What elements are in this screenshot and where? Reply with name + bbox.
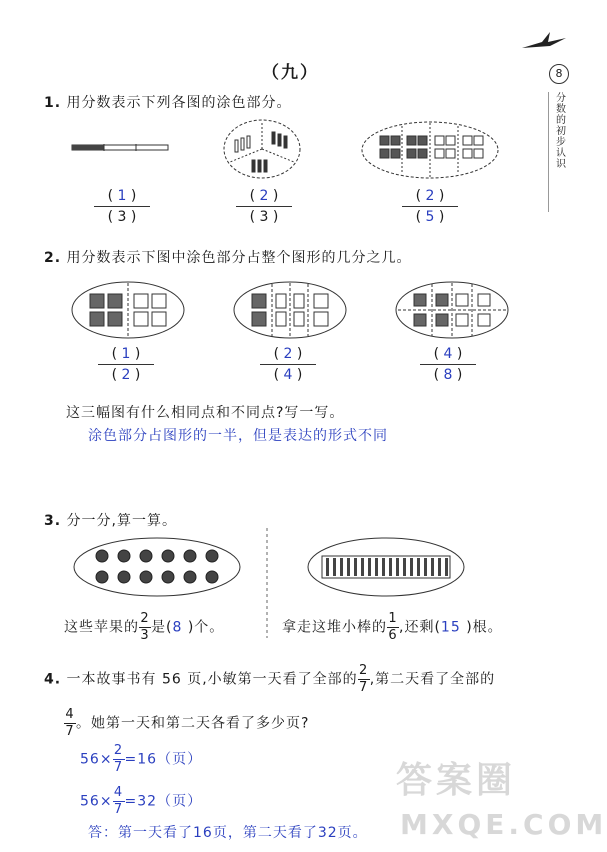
q4-frac2-den: 7 <box>65 724 75 739</box>
q4-calc1-post: =16（页） <box>124 751 203 768</box>
q3-right-post: )根。 <box>460 619 503 636</box>
q3-right-text <box>282 612 503 643</box>
q3-left-mid: 是( <box>151 619 173 636</box>
question-2-text: 用分数表示下图中涂色部分占整个图形的几分之几。 <box>66 250 412 266</box>
q1-a3-den: 5 <box>425 209 435 225</box>
q3-left-frac-den: 3 <box>140 628 150 643</box>
q4-calc2-frac <box>113 786 125 817</box>
q2-a3-num: 4 <box>443 346 453 362</box>
q2-answer-2: ( 2 ) ( 4 ) <box>258 346 318 383</box>
watermark-logo: 答案圈 <box>396 760 517 801</box>
q1-a2-num: 2 <box>259 188 269 204</box>
question-1-number: 1. <box>44 95 62 111</box>
q1-a1-num: 1 <box>117 188 127 204</box>
q4-frac1-num: 2 <box>359 663 369 678</box>
question-2 <box>44 247 412 267</box>
sticks-figure <box>306 536 466 598</box>
q2-a1-den: 2 <box>121 367 131 383</box>
q2-followup: 这三幅图有什么相同点和不同点?写一写。 <box>66 405 345 421</box>
question-3 <box>44 510 177 530</box>
q1-answer-2: ( 2 ) ( 3 ) <box>234 188 294 225</box>
q2-a2-den: 4 <box>283 367 293 383</box>
chapter-tab <box>548 64 570 169</box>
q4-calc2-post: =32（页） <box>124 793 203 810</box>
q4-calc1-frac <box>113 744 125 775</box>
watermark-url: MXQE.COM <box>400 808 607 841</box>
q4-calc-2 <box>80 786 202 817</box>
q3-right-frac-den: 6 <box>388 628 398 643</box>
side-divider <box>548 92 549 212</box>
q3-left-answer: 8 <box>172 619 183 636</box>
page-title: （九） <box>262 63 319 83</box>
q3-divider <box>266 528 268 638</box>
cube-groups-figure <box>360 120 500 180</box>
q2-answer-3: ( 4 ) ( 8 ) <box>418 346 478 383</box>
q3-left-frac <box>139 612 151 643</box>
q1-a2-den: 3 <box>259 209 269 225</box>
q1-answer-3: ( 2 ) ( 5 ) <box>400 188 460 225</box>
q4-calc-1 <box>80 744 202 775</box>
bird-icon <box>520 28 570 58</box>
q2-followup-answer: 涂色部分占图形的一半，但是表达的形式不同 <box>88 428 388 444</box>
question-4-line-1 <box>44 664 495 695</box>
q2-answer-1: ( 1 ) ( 2 ) <box>96 346 156 383</box>
q4-frac2-num: 4 <box>65 707 75 722</box>
q3-right-pre: 拿走这堆小棒的 <box>282 619 387 636</box>
q2-a1-num: 1 <box>121 346 131 362</box>
q3-right-frac <box>387 612 399 643</box>
question-4-line-2 <box>64 708 309 739</box>
apples-figure <box>72 536 242 598</box>
q4-frac-2 <box>64 708 76 739</box>
q4-line1-pre: 一本故事书有 56 页,小敏第一天看了全部的 <box>66 671 358 688</box>
grid-figure-3 <box>394 280 510 340</box>
q3-right-mid: ,还剩( <box>399 619 441 636</box>
q1-answer-1: ( 1 ) ( 3 ) <box>92 188 152 225</box>
q2-a3-den: 8 <box>443 367 453 383</box>
q2-a2-num: 2 <box>283 346 293 362</box>
q4-frac1-den: 7 <box>359 680 369 695</box>
q3-left-frac-num: 2 <box>140 611 150 626</box>
q3-left-text <box>64 612 224 643</box>
q4-calc2-num: 4 <box>113 785 124 800</box>
q4-line1-post: ,第二天看了全部的 <box>369 671 496 688</box>
question-2-number: 2. <box>44 250 62 266</box>
q3-left-pre: 这些苹果的 <box>64 619 139 636</box>
bar-figure <box>70 142 170 154</box>
q3-right-answer: 15 <box>440 619 461 636</box>
q4-line2-text: 。她第一天和第二天各看了多少页? <box>76 715 310 732</box>
q4-answer: 答：第一天看了16页，第二天看了32页。 <box>88 825 368 841</box>
q4-frac-1 <box>358 664 370 695</box>
q4-calc1-pre: 56× <box>80 751 113 768</box>
chapter-name: 分数的初步认识 <box>553 92 565 169</box>
question-1 <box>44 92 292 112</box>
q4-calc2-den: 7 <box>113 802 124 817</box>
grid-figure-2 <box>232 280 348 340</box>
q4-calc1-den: 7 <box>113 760 124 775</box>
question-4-number: 4. <box>44 671 62 688</box>
q3-right-frac-num: 1 <box>388 611 398 626</box>
q3-left-post: )个。 <box>182 619 225 636</box>
q1-a1-den: 3 <box>117 209 127 225</box>
question-3-text: 分一分,算一算。 <box>66 513 177 529</box>
q4-calc2-pre: 56× <box>80 793 113 810</box>
page-number: 8 <box>549 64 569 84</box>
q4-calc1-num: 2 <box>113 743 124 758</box>
q1-a3-num: 2 <box>425 188 435 204</box>
question-1-text: 用分数表示下列各图的涂色部分。 <box>66 95 292 111</box>
grid-figure-1 <box>70 280 186 340</box>
question-3-number: 3. <box>44 513 62 529</box>
stick-groups-figure <box>222 118 302 180</box>
